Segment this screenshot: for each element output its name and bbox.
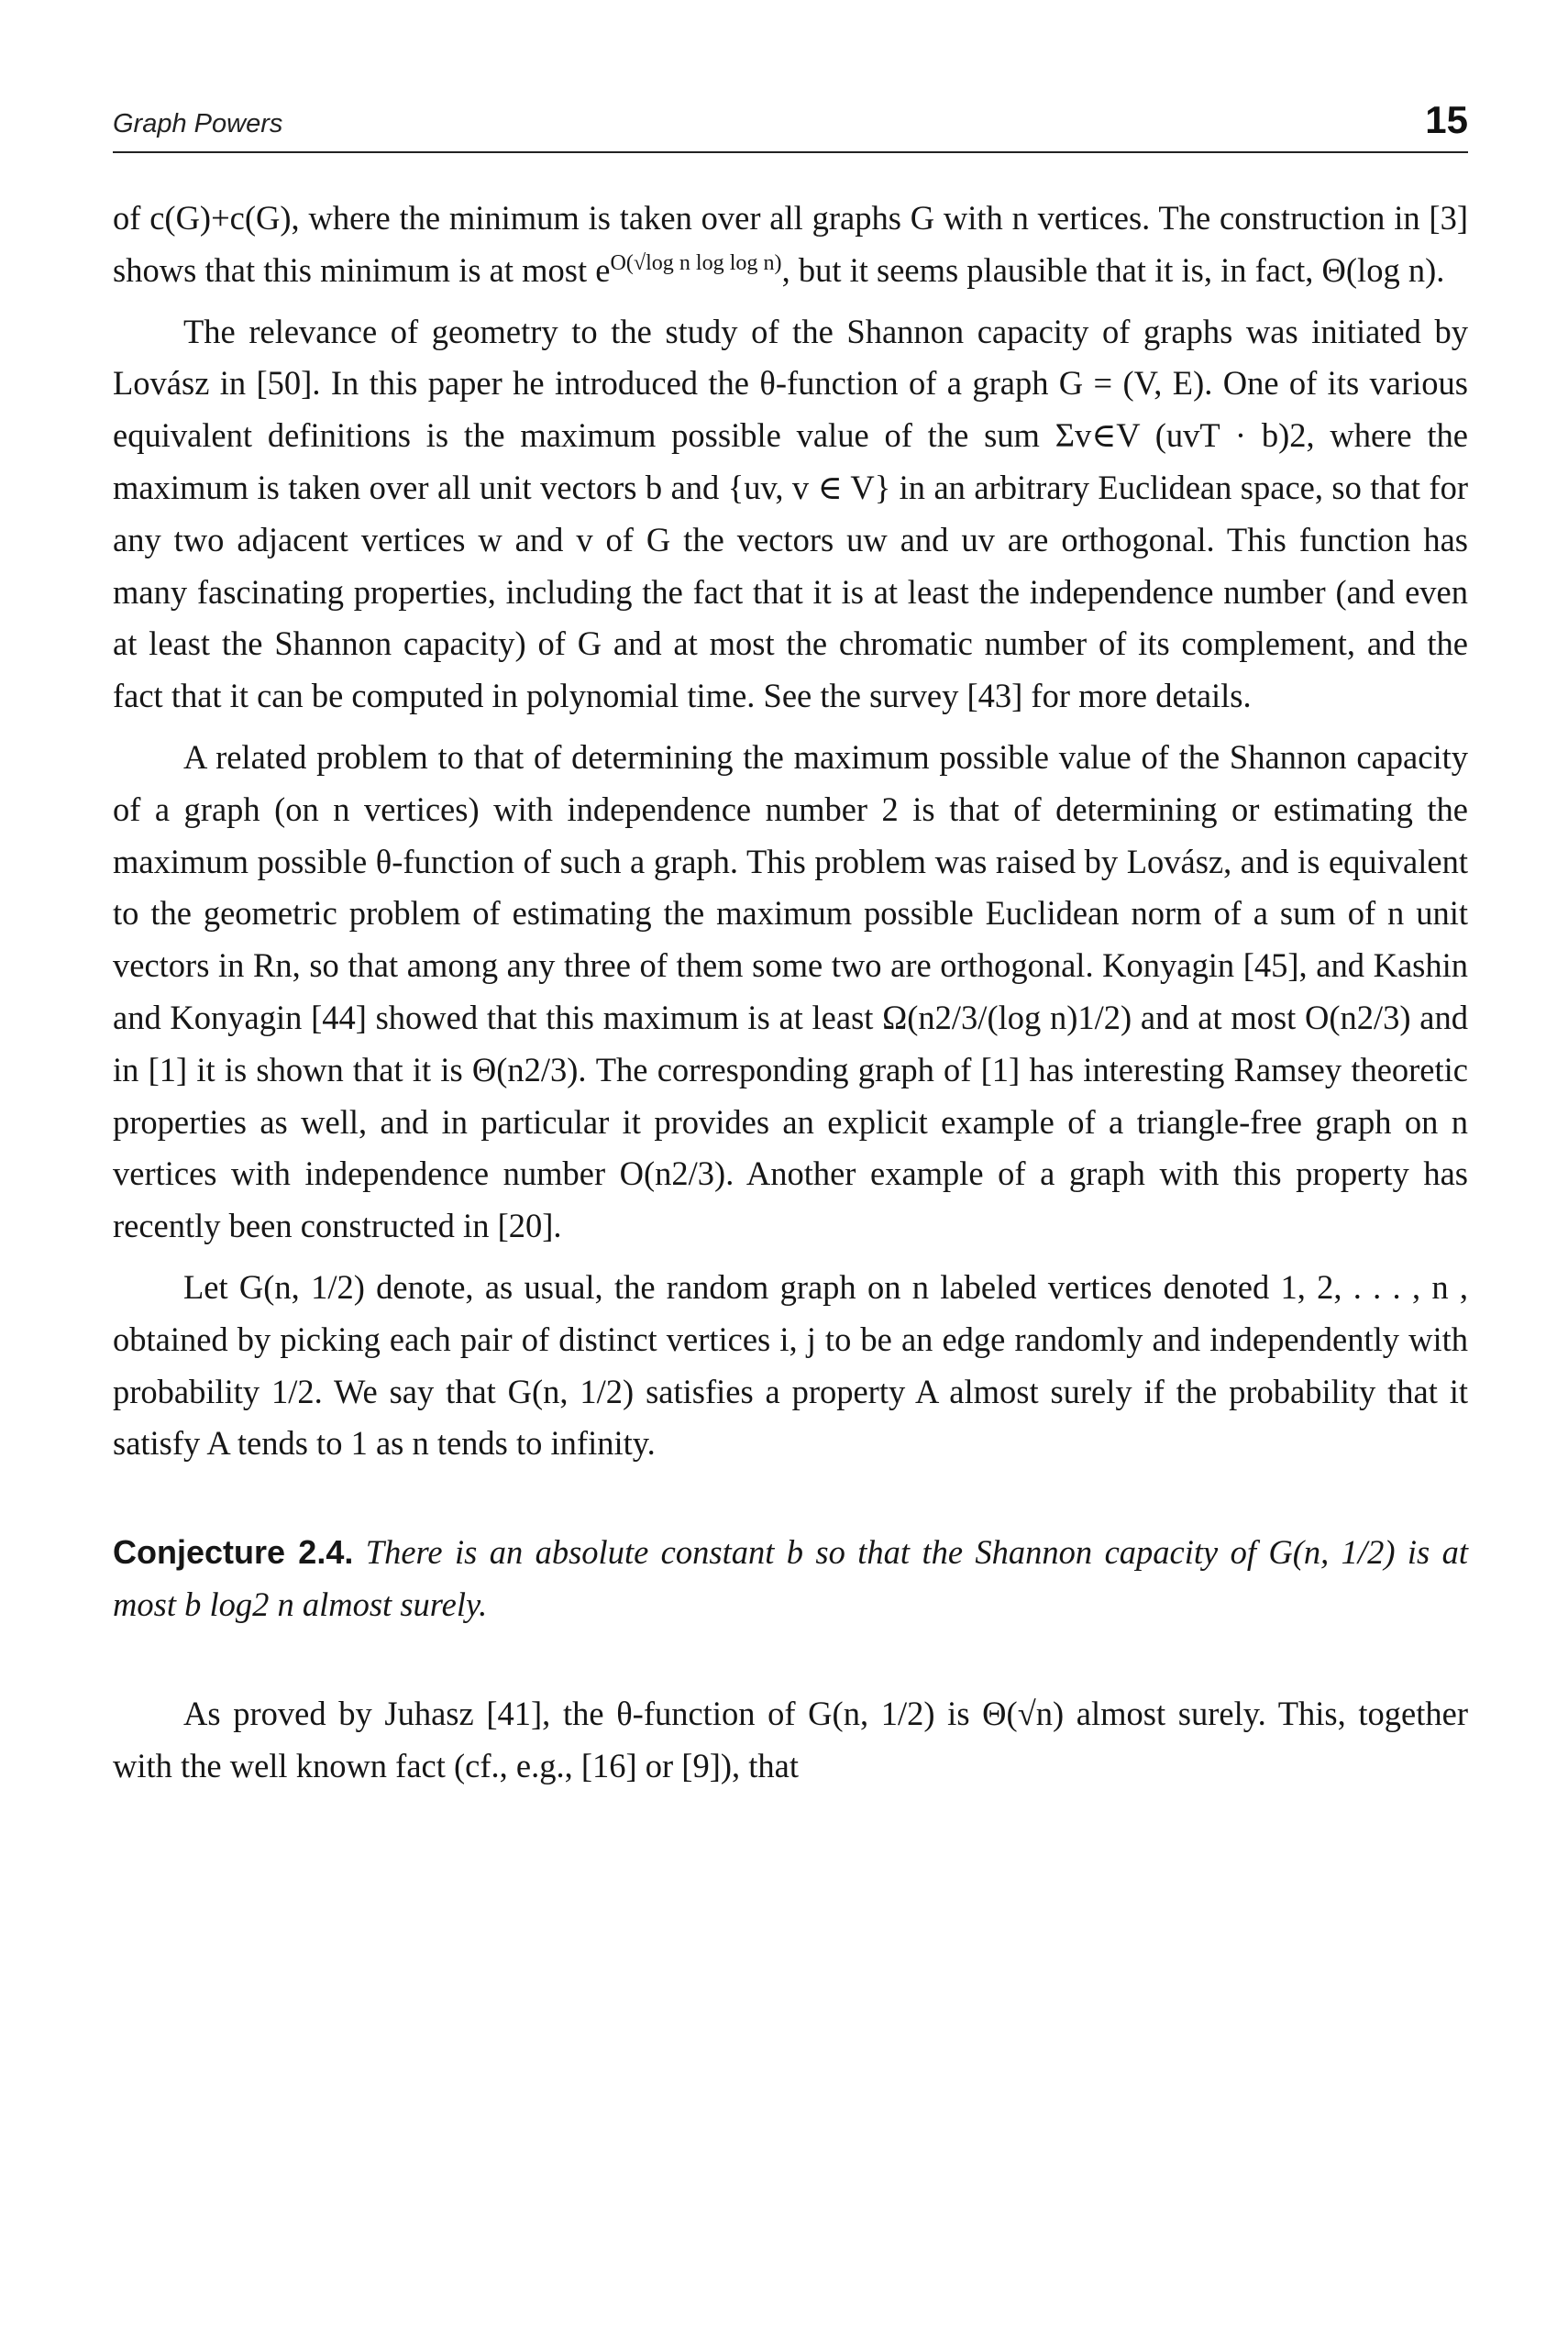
body-text [113, 193, 1468, 1792]
paragraph-4: Let G(n, 1/2) denote, as usual, the random graph on n labeled vertices denoted 1, 2, . . . , n , obtained by picking each pair of distinct vertices i, j to be an edge randomly and independently with probability 1/2. We say that G(n, 1/2) satisfies a property A almost surely if the probability that it satisfy A tends to 1 as n tends to infinity. [113, 1267, 1468, 1463]
paragraph-1-text-b: , but it seems plausible that it is, in fact, Θ(log n). [781, 250, 1445, 289]
exponent-expression: O(√log n log log n) [610, 250, 782, 275]
running-header [113, 98, 1468, 153]
paragraph-1 [113, 193, 1468, 297]
running-title: Graph Powers [113, 109, 283, 138]
paragraph-2: The relevance of geometry to the study of the Shannon capacity of graphs was initiated by Lovász in [50]. In this paper he introduced the θ-function of a graph G = (V, E). One of its various equivalent definitions is the maximum possible value of the sum Σv∈V (uvT · b)2, where the maximum is taken over all unit vectors b and {uv, v ∈ V} in an arbitrary Euclidean space, so that for any two adjacent vertices w and v of G the vectors uw and uv are orthogonal. This function has many fascinating properties, including the fact that it is at least the independence number (and even at least the Shannon capacity) of G and at most the chromatic number of its complement, and the fact that it can be computed in polynomial time. See the survey [43] for more details. [113, 312, 1468, 715]
conjecture-2-4 [113, 1527, 1468, 1631]
conjecture-label: Conjecture 2.4. [113, 1533, 354, 1572]
conjecture-text: There is an absolute constant b so that the Shannon capacity of G(n, 1/2) is at most b log2 n almost surely. [113, 1533, 1468, 1623]
paragraph-5: As proved by Juhasz [41], the θ-function of G(n, 1/2) is Θ(√n) almost surely. This, together with the well known fact (cf., e.g., [16] or [9]), that [113, 1694, 1468, 1784]
page-number: 15 [1425, 98, 1468, 141]
paragraph-3: A related problem to that of determining the maximum possible value of the Shannon capacity of a graph (on n vertices) with independence number 2 is that of determining or estimating the maximum possible θ-function of such a graph. This problem was raised by Lovász, and is equivalent to the geometric problem of estimating the maximum possible Euclidean norm of a sum of n unit vectors in Rn, so that among any three of them some two are orthogonal. Konyagin [45], and Kashin and Konyagin [44] showed that this maximum is at least Ω(n2/3/(log n)1/2) and at most O(n2/3) and in [1] it is shown that it is Θ(n2/3). The corresponding graph of [1] has interesting Ramsey theoretic properties as well, and in particular it provides an explicit example of a triangle-free graph on n vertices with independence number O(n2/3). Another example of a graph with this property has recently been constructed in [20]. [113, 737, 1468, 1245]
paragraph-1-text-a: of c(G)+c(G), where the minimum is taken over all graphs G with n vertices. The construction in [3] shows that this minimum is at most e [113, 199, 1468, 289]
